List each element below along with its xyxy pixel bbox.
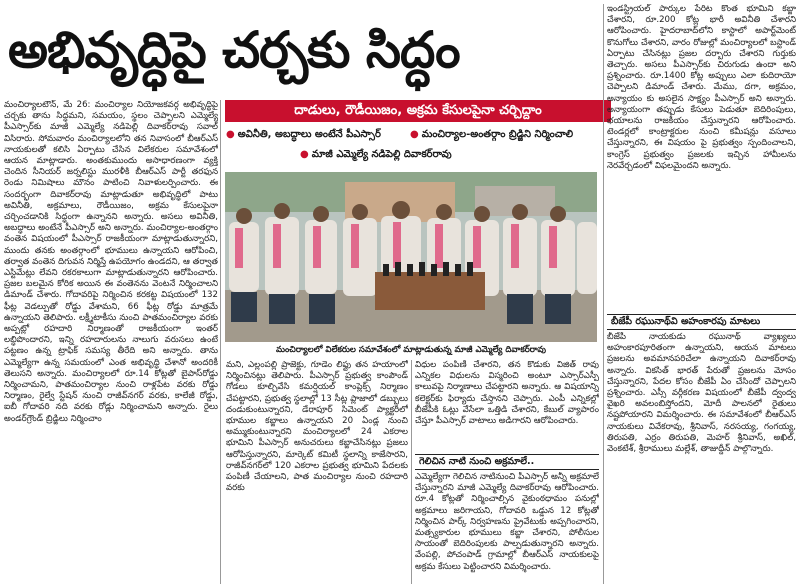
column-divider: [411, 360, 412, 584]
sub-headline-banner: దాడులు, రౌడీయిజం, అక్రమ కేసులపైనా చర్చిద్దాం: [225, 100, 611, 122]
article-text: మని, ఎల్లంపల్లి ప్రాజెక్టు, గూడెం లిఫ్టు తన హయాంలో నిర్మించినట్లు తెలిపారు. పీఎస్సార్ ప్రభుత్వ కాంపౌండ్ గోడలు కూల్చివేసి కమర్షియల్ కాంప్లెక్స్ నిర్మాణం చేపట్టారని, ప్రభుత్వ స్థలాల్లో 13 సీట్ల ప్లాజాలో డబ్బులు దండుకుంటున్నారని, డేరాపూర్ సిమెంట్ ప్యాక్టరీలో భూముల కబ్జాలు ఉన్నాయని 20 ఏండ్ల నుంచి అమ్ముకుంటున్నారని మంచిర్యాలలో 24 ఎకరాల భూమిని పీఎస్సార్ అనుచరులు కబ్జాచేసినట్లు ప్రజలు ఆరోపిస్తున్నారని, మార్కెట్ కమిటీ స్థలాన్ని కాజేసారని, రాజీవ్‌నగర్‌లో 120 ఎకరాల ప్రభుత్వ భూమిని పేదలకు పంపిణీ చేయాలని, పాత మంచిర్యాల నుంచి రహదారి వరకు: [226, 360, 408, 494]
article-column-4: [607, 4, 796, 312]
article-text: ఇండస్ట్రియల్ పార్కుల పేరిట కొంత భూమిని కబ్జా చేశారని, రూ.200 కోట్ల భారీ అవినీతి చేశారని ఆరోపించారు. హైదరాబాద్‌లోని కాస్టాలో అపార్ట్‌మెంట్ కొనుగోలు చేశారని, వారం రోజుల్లో మంచిర్యాలలో బస్టాండ్ ఏర్పాటు చేసినట్లు ప్రజల దర్బారు చేశారని గుర్తుకు తెచ్చారు. అసలు పీఎస్సార్‌కు చిరుగుడు ఉందా అని ప్రశ్నించారు. రూ.1400 కోట్ల అప్పులు ఎలా కుదిరాయో చెప్పాలని డిమాండ్ చేశారు. మేము, దగా, అక్రమం, అన్యాయం కు అసలైన సాక్ష్యం పీఎస్సార్ అని అన్నారు. అన్యాయంగా తప్పుడు కేసులు పెడుతూ బెదిరింపులు, భయాలను రాజకీయం చేస్తున్నారని ఆరోపించారు. టెండర్లలో కాంట్రాక్టరుల నుంచి కమీషన్లు వసూలు చేస్తున్నారని, ఈ విషయం పై ప్రభుత్వం స్పందించాలని, కాంగ్రెస్ ప్రభుత్వం ప్రజలకు ఇచ్చిన హామీలను నెరవేర్చడంలో విఫలమైందని అన్నారు.: [607, 4, 796, 171]
article-text: ఎమ్మెల్యేగా గెలిచిన నాటినుంచి పీఎస్సార్ అన్నీ అక్రమాలే చేస్తున్నారని మాజీ ఎమ్మెల్యే దివాకర్‌రావు ఆరోపించారు. రూ.4 కోట్లతో నిర్మించాల్సిన వైకుంఠధామం పనుల్లో అక్రమాలు జరిగాయని, గోదావరి ఒడ్డున 12 కోట్లతో నిర్మించిన పార్క్ నిర్వహణను ప్రైవేటుకు అప్పగించారని, మత్స్యకారుల భూములు కబ్జా చేశారని, పోలీసుల సాయంతో బెదిరింపులకు పాల్పడుతున్నారని అన్నారు. వేంపల్లి, పోచంపాడ్ గ్రామాల్లో బీఆర్‌ఎస్ నాయకులపై అక్రమ కేసులు పెట్టించారని విమర్శించారు.: [415, 472, 599, 572]
bullet-icon: ●: [300, 149, 309, 160]
article-column-3b: [415, 472, 599, 584]
section-subhead: గెలిచిన నాటి నుంచి అక్రమాలే..: [415, 454, 599, 470]
article-text: మంచిర్యాలటౌన్, మే 26: మంచిర్యాల నియోజకవర్గ అభివృద్ధిపై చర్చకు తాను సిద్ధమని, సమయం, స్థలం చెప్పాలని ఎమ్మెల్యే పీఎస్సార్‌కు మాజీ ఎమ్మెల్యే నడిపెల్లి దివాకర్‌రావు సవాల్ విసిరారు. సోమవారం మంచిర్యాలలోని తన నివాసంలో బీఆర్‌ఎస్ నాయకులతో కలిసి ఏర్పాటు చేసిన విలేకరుల సమావేశంలో ఆయన మాట్లాడారు. అంతకుముందు అసాధారణంగా వ్యక్తి చెందిన సీనియర్ జర్నలిస్టు మురళీకి బీఆర్‌ఎస్ పార్టీ తరఫున రెండు నిమిషాలు మౌనం పాటించి నివాళులర్పించారు. ఈ సందర్భంగా దివాకర్‌రావు మాట్లాడుతూ అభివృద్ధిలో పాటు అవినీతి, అక్రమాలు, రౌడీయిజం, అక్రమ కేసులపైనా చర్చించడానికి సిద్ధంగా ఉన్నానని అన్నారు. అసలు అవినీతి, అబద్ధాలు అంటేనే పీఎస్సార్ అని అన్నారు. మంచిర్యాల-అంతర్గాం వంతెన విషయంలో పీఎస్సార్ రాజకీయంగా మాట్లాడుతున్నారని, ముందు తనకు అంతర్గాంలో భూములు ఉన్నాయని ఆరోపించి, తర్వాత వంతెన దిగువన నిర్మిస్తే ఉపయోగం ఉండదని, ఆ తర్వాత ఎస్టిమేట్లు లేవని రకరకాలుగా మాట్లాడుతున్నారని ఆరోపించారు. ప్రజల బలమైన కోరిక అయిన ఈ వంతెనను వెంటనే నిర్మించాలని డిమాండ్ చేశారు. గోదావరిపై నిర్మించిన కరకట్ట విషయంలో 132 ఫీట్ల వెడల్పుతో రోడ్డు వేశామని, 66 ఫీట్ల రోడ్డు మాత్రమే ఉన్నాయని తెలిపారు. లక్ష్మీటాకీసు నుంచి పాతమంచిర్యాల వరకు అప్పట్లో రహదారి నిర్మాణంతో రాజకీయంగా ఇంతర్ లబ్ధిపొందారని, ఇన్ని రహదారులను నాలుగు వరుసలు ఉంటే పట్టణం ఉన్న ట్రాఫిక్ సమస్య తీరేది అని అన్నారు. తాను ఎమ్మెల్యేగా ఉన్న సమయంలో ఎంత అభివృద్ధి చేశానో అందరికీ తెలుసని అన్నారు. మంచిర్యాలలో రూ.14 కోట్లతో బైపాస్‌రోడ్డు నిర్మించామని, పాతమంచిర్యాల నుంచి రాళ్లపేట వరకు రోడ్డు నిర్మాణం, రైల్వే స్టేషన్ నుంచి రాజీవ్‌నగర్ వరకు, కాలేజీ రోడ్డు, ఐబీ గోదావరి నది వరకు రోడ్లు నిర్మించామని అన్నారు. రైలు అండర్‌గ్రౌండ్ బ్రిడ్జిలు నిర్మించాం: [4, 100, 218, 424]
bullet-icon: ●: [410, 129, 419, 140]
press-meet-illustration: [225, 172, 597, 342]
photo-caption: మంచిర్యాలలో విలేకరుల సమావేశంలో మాట్లాడుతున్న మాజీ ఎమ్మెల్యే దివాకర్‌రావు: [276, 345, 546, 355]
article-text: విధుల పంపిణీ చేశారని, తన కొడుకు విజిత్ రావు ఎన్నికల విధులను విస్మరించి అంటూ ఎస్సార్‌ఎస్పీ కాలువపై నిర్మాణాలు చేపట్టారని అన్నారు. ఆ విషయాన్ని కలెక్టర్‌కు ఫిర్యాదు చేస్తానని చెప్పారు. ఎంపీ ఎన్నికల్లో బీజేపీకి ఓట్లు వేసేలా ఒత్తిడి చేశారని, కేబుల్ వ్యాపారం చేస్తూ పీఎస్సార్ వాటాలు అడిగారని ఆరోపించారు.: [415, 360, 599, 427]
bullet-icon: ●: [226, 129, 235, 140]
column-divider: [220, 100, 221, 584]
column-divider: [603, 4, 604, 584]
section-subhead: బీజేపీ రఘునాథ్‌వి అహంకారపు మాటలు: [607, 314, 796, 330]
article-column-4b: [607, 332, 796, 584]
press-meet-photo: [225, 172, 597, 342]
article-column-1: [4, 100, 218, 584]
subhead-line: ● అవినీతి, అబద్ధాలు అంటేనే పీఎస్సార్: [226, 129, 381, 140]
article-column-2: [226, 360, 408, 584]
article-text: బీజేపీ నాయకుడు రఘునాథ్ వ్యాఖ్యలు అహంకారపూరితంగా ఉన్నాయని, ఆయన మాటలు ప్రజలను అవమానపరిచేలా ఉన్నాయని దివాకర్‌రావు అన్నారు. వికసిత్ భారత్ పేరుతో ప్రజలను మోసం చేస్తున్నారని, పేదల కోసం బీజేపీ ఏం చేసిందో చెప్పాలని ప్రశ్నించారు. ఎస్సీ వర్గీకరణ విషయంలో బీజేపీ ద్వంద్వ వైఖరి అవలంబిస్తోందని, మోదీ పాలనలో రైతులు నష్టపోయారని విమర్శించారు. ఈ సమావేశంలో బీఆర్‌ఎస్ నాయకులు వివేకరావు, శ్రీనివాస్, నరసయ్య, గంగయ్య, తిరుపతి, ఎర్రం తిరుపతి, మెహర్ శ్రీనివాస్, అఖిల్, వెంకటేశ్, శ్రీరాములు మల్లేశ్, తాజుద్దీన్ పాల్గొన్నారు.: [607, 332, 796, 455]
article-column-3: [415, 360, 599, 452]
headline: అభివృద్ధిపై చర్చకు సిద్ధం: [8, 21, 460, 79]
subhead-line: ● మాజీ ఎమ్మెల్యే నడిపెల్లి దివాకర్‌రావు: [300, 149, 452, 160]
subhead-line: ● మంచిర్యాల-అంతర్గాం బ్రిడ్జిని నిర్మించాలి: [410, 129, 574, 140]
